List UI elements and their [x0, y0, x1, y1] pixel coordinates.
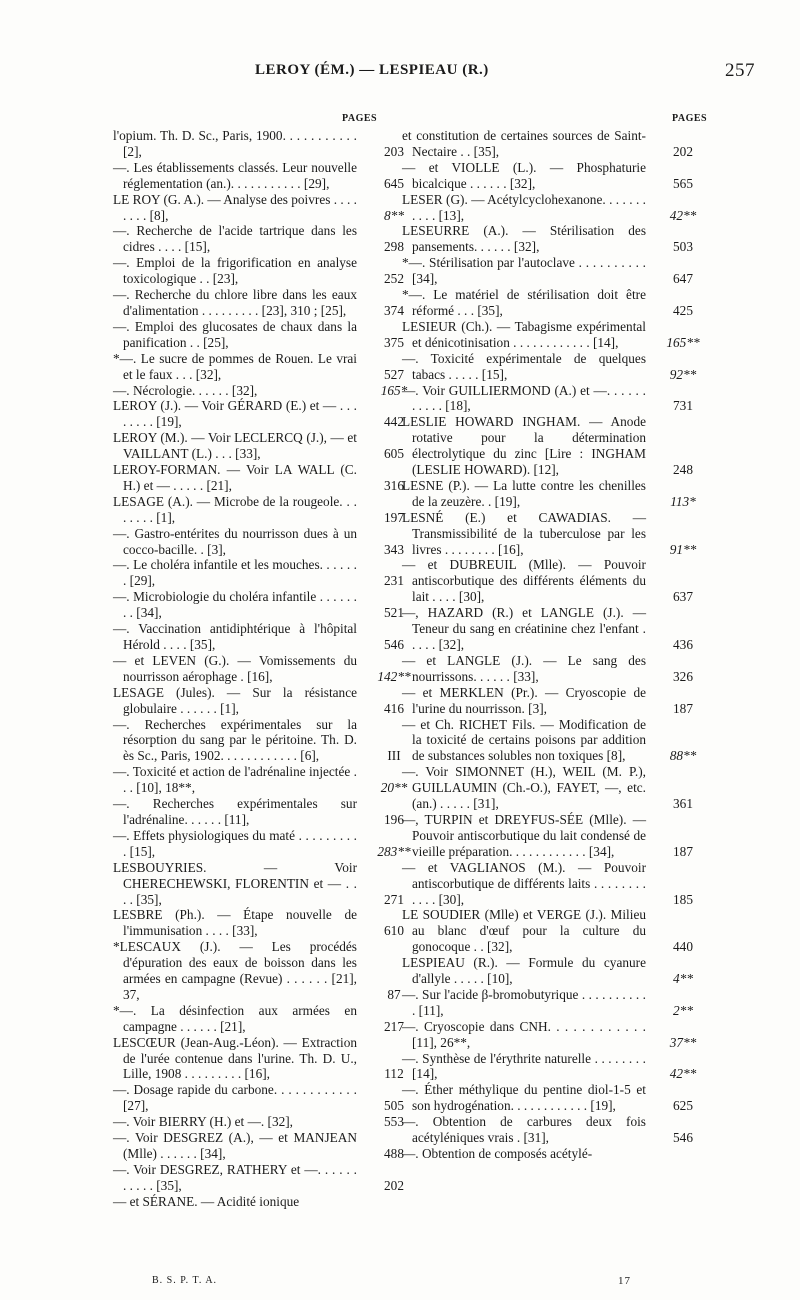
entry-text: —. Emploi des glucosates de chaux dans la panification . . [25], — [113, 318, 357, 350]
header-title: LEROY (ÉM.) — LESPIEAU (R.) — [255, 62, 489, 78]
entry-text: —. Voir DESGREZ, RATHERY et —. . . . . . . . . . . [35], — [113, 1161, 357, 1193]
entry-page: III — [387, 748, 401, 764]
index-entry — [402, 414, 720, 478]
entry-page: 645 — [384, 175, 404, 191]
entry-page: 503 — [673, 239, 693, 255]
left-column — [113, 128, 431, 1210]
entry-text: LE ROY (G. A.). — Analyse des poivres . . . . . . . . [8], — [113, 191, 357, 223]
entry-text: —, HAZARD (R.) et LANGLE (J.). — Teneur du sang en créatinine chez l'enfant . . . . . [32], — [402, 605, 646, 652]
entry-text: — et LEVEN (G.). — Vomissements du nourrisson aérophage . [16], — [113, 652, 357, 684]
entry-page: 197 — [384, 509, 404, 525]
index-entry — [113, 398, 431, 430]
index-entry — [402, 1051, 720, 1083]
entry-text: —. Effets physiologiques du maté . . . . . . . . . . [15], — [113, 827, 357, 859]
entry-page: 217 — [384, 1018, 404, 1034]
index-entry — [402, 192, 720, 224]
entry-page: 375 — [384, 334, 404, 350]
index-entry — [402, 907, 720, 955]
entry-text: LESCŒUR (Jean-Aug.-Léon). — Extraction de l'urée contenue dans l'urine. Th. D. U., Lille, 1908 . . . . . . . . . [16], — [113, 1034, 357, 1082]
entry-text: LESBRE (Ph.). — Étape nouvelle de l'immunisation . . . . [33], — [113, 907, 357, 939]
entry-text: —. Gastro-entérites du nourrisson dues à un cocco-bacille. . [3], — [113, 525, 357, 557]
entry-page: 442 — [384, 414, 404, 430]
index-entry — [113, 621, 431, 653]
entry-page: 113* — [670, 493, 696, 509]
entry-text: *—. Stérilisation par l'autoclave . . . . . . . . . . [34], — [402, 255, 646, 287]
index-entry — [402, 1146, 720, 1162]
entry-text: —. Toxicité et action de l'adrénaline injectée . . . [10], 18**, — [113, 764, 357, 796]
index-entry — [113, 223, 431, 255]
entry-page: 42** — [669, 1066, 697, 1082]
index-entry — [113, 828, 431, 860]
running-head — [255, 60, 755, 81]
entry-page: 202 — [384, 1177, 404, 1193]
index-entry — [402, 860, 720, 908]
entry-text: —. Recherches expérimentales sur l'adrénaline. . . . . . [11], — [113, 796, 357, 827]
index-entry — [402, 1019, 720, 1051]
entry-text: LESAGE (Jules). — Sur la résistance globulaire . . . . . . [1], — [113, 684, 357, 716]
index-entry — [113, 1003, 431, 1035]
left-pages-label: PAGES — [342, 113, 378, 124]
entry-page: 565 — [673, 175, 693, 191]
index-entry — [402, 987, 720, 1019]
entry-text: — et Ch. RICHET Fils. — Modification de la toxicité de certains poisons par addition de substances solubles non toxiques [8], — [402, 716, 646, 764]
index-entry — [113, 653, 431, 685]
index-entry — [113, 764, 431, 796]
entry-page: 165* — [380, 382, 408, 398]
entry-text: —. Synthèse de l'érythrite naturelle . . . . . . . . [14], — [402, 1050, 646, 1082]
entry-text: — et VAGLIANOS (M.). — Pouvoir antiscorbutique de différents laits . . . . . . . . . . . . [30], — [402, 859, 646, 907]
entry-page: 271 — [384, 891, 404, 907]
entry-page: 20** — [380, 780, 408, 796]
entry-text: — et LANGLE (J.). — Le sang des nourrissons. . . . . . [33], — [402, 652, 646, 684]
entry-page: 374 — [384, 302, 404, 318]
index-entry — [113, 589, 431, 621]
index-entry — [113, 319, 431, 351]
entry-text: LEROY (J.). — Voir GÉRARD (E.) et — . . . . . . . . [19], — [113, 398, 357, 430]
entry-text: —. Voir BIERRY (H.) et —. [32], — [113, 1114, 293, 1130]
entry-page: 248 — [673, 462, 693, 478]
entry-page: 546 — [384, 637, 404, 652]
entry-text: —, TURPIN et DREYFUS-SÉE (Mlle). — Pouvoir antiscorbutique du lait condensé de vieille préparation. . . . . . . . . . . . [34], — [402, 811, 646, 859]
entry-page: 92** — [669, 366, 697, 382]
entry-text: — et DUBREUIL (Mlle). — Pouvoir antiscorbutique des différents éléments du lait . . . . [30], — [402, 557, 646, 605]
index-entry — [113, 685, 431, 717]
entry-text: —. Sur l'acide β-bromobutyrique . . . . . . . . . . . [11], — [402, 986, 646, 1018]
entry-page: 231 — [384, 573, 404, 589]
entry-text: — et SÉRANE. — Acidité ionique — [113, 1193, 300, 1209]
index-entry — [402, 223, 720, 255]
entry-page: 185 — [673, 891, 693, 907]
index-entry — [402, 653, 720, 685]
entry-text: —. Nécrologie. . . . . . [32], — [113, 382, 258, 398]
entry-page: 553 — [384, 1114, 404, 1130]
entry-page: 187 — [673, 700, 693, 716]
entry-page: 610 — [384, 923, 404, 939]
entry-text: — et MERKLEN (Pr.). — Cryoscopie de l'urine du nourrisson. [3], — [402, 684, 646, 716]
index-entry — [113, 1130, 431, 1162]
index-entry — [402, 1082, 720, 1114]
entry-text: —. Voir GUILLIERMOND (A.) et —. . . . . . . . . . . [18], — [402, 382, 646, 414]
index-entry — [402, 717, 720, 765]
entry-page: 88** — [669, 748, 697, 764]
right-column — [402, 128, 720, 1162]
entry-text: LE SOUDIER (Mlle) et VERGE (J.). Milieu au blanc d'œuf pour la culture du gonocoque . . [32], — [402, 907, 646, 955]
index-entry — [113, 860, 431, 908]
entry-page: 196 — [384, 811, 404, 827]
entry-text: —. Éther méthylique du pentine diol-1-5 et son hydrogénation. . . . . . . . . . . . [19], — [402, 1082, 646, 1114]
entry-text: —. Voir SIMONNET (H.), WEIL (M. P.), GUILLAUMIN (Ch.-O.), FAYET, —, etc. (an.) . . . . . [31], — [402, 764, 646, 812]
entry-page: 2** — [673, 1002, 693, 1018]
entry-text: —. Vaccination antidiphtérique à l'hôpital Hérold . . . . [35], — [113, 621, 357, 652]
entry-page: 637 — [673, 589, 693, 605]
entry-page: 283** — [377, 843, 411, 859]
entry-page: 252 — [384, 271, 404, 287]
footer-signature: B. S. P. T. A. — [152, 1275, 218, 1286]
index-entry — [113, 1114, 431, 1130]
index-entry — [113, 557, 431, 589]
entry-text: *—. La désinfection aux armées en campagne . . . . . . [21], — [113, 1002, 357, 1034]
entry-page: 37** — [669, 1034, 697, 1050]
entry-page: 546 — [673, 1130, 693, 1146]
entry-text: —. Microbiologie du choléra infantile . . . . . . . . [34], — [113, 589, 357, 621]
entry-page: 202 — [673, 143, 693, 159]
index-entry — [113, 796, 431, 828]
index-entry — [113, 287, 431, 319]
index-entry — [113, 907, 431, 939]
entry-text: *LESCAUX (J.). — Les procédés d'épuration des eaux de boisson dans les armées en campagne (Revue) . . . . . . [21], 37, — [113, 939, 357, 1002]
entry-page: 440 — [673, 939, 693, 955]
entry-text: l'opium. Th. D. Sc., Paris, 1900. . . . . . . . . . . [2], — [113, 128, 357, 159]
index-entry — [402, 478, 720, 510]
entry-page: 165** — [666, 334, 700, 350]
index-entry — [113, 1194, 431, 1210]
entry-text: LESLIE HOWARD INGHAM. — Anode rotative pour la détermination électrolytique du zinc [Lire : INGHAM (LESLIE HOWARD). [12], — [402, 414, 646, 478]
entry-text: LESPIEAU (R.). — Formule du cyanure d'allyle . . . . . [10], — [402, 955, 646, 987]
entry-page: 625 — [673, 1098, 693, 1114]
index-entry — [113, 430, 431, 462]
index-entry — [402, 605, 720, 653]
entry-text: —. Obtention de composés acétylé- — [402, 1146, 593, 1161]
entry-page: 343 — [384, 541, 404, 557]
index-entry — [402, 510, 720, 558]
entry-text: —. Les établissements classés. Leur nouvelle réglementation (an.). . . . . . . . . . . [29], — [113, 159, 357, 191]
entry-text: —. Cryoscopie dans CNH. . . . . . . . . . . . [11], 26**, — [402, 1018, 646, 1050]
entry-text: *—. Le matériel de stérilisation doit être réformé . . . [35], — [402, 287, 646, 318]
entry-page: 605 — [384, 446, 404, 462]
index-entry — [402, 287, 720, 319]
entry-page: 42** — [669, 207, 697, 223]
index-entry — [113, 192, 431, 224]
entry-page: 647 — [673, 271, 693, 287]
entry-page: 316 — [384, 477, 404, 493]
entry-text: LESER (G). — Acétylcyclohexanone. . . . . . . . . . . [13], — [402, 191, 646, 223]
entry-page: 142** — [377, 668, 411, 684]
index-entry — [402, 160, 720, 192]
entry-text: —. Recherche de l'acide tartrique dans les cidres . . . . [15], — [113, 223, 357, 255]
index-entry — [113, 717, 431, 765]
footer-sheet-number: 17 — [618, 1275, 631, 1287]
entry-page: 298 — [384, 239, 404, 255]
entry-page: 505 — [384, 1098, 404, 1114]
entry-text: LESNÉ (E.) et CAWADIAS. — Transmissibilité de la tuberculose par les livres . . . . . . . . [16], — [402, 509, 646, 557]
entry-page: 361 — [673, 796, 693, 812]
entry-page: 112 — [384, 1066, 404, 1082]
entry-text: et constitution de certaines sources de Saint-Nectaire . . [35], — [402, 128, 646, 159]
entry-text: LEROY (M.). — Voir LECLERCQ (J.), — et VAILLANT (L.) . . . [33], — [113, 430, 357, 462]
entry-text: —. Recherche du chlore libre dans les eaux d'alimentation . . . . . . . . . [23], 310 ; [25], — [113, 287, 357, 318]
index-entry — [402, 383, 720, 415]
entry-text: LESAGE (A.). — Microbe de la rougeole. . . . . . . . [1], — [113, 493, 357, 525]
index-entry — [402, 319, 720, 351]
entry-text: LESIEUR (Ch.). — Tabagisme expérimental et dénicotinisation . . . . . . . . . . . . [14], — [402, 318, 646, 350]
entry-page: 436 — [673, 637, 693, 652]
index-entry — [402, 812, 720, 860]
entry-page: 488 — [384, 1146, 404, 1161]
index-entry — [402, 1114, 720, 1146]
index-entry — [402, 557, 720, 605]
index-entry — [402, 255, 720, 287]
index-entry — [113, 351, 431, 383]
index-entry — [113, 1162, 431, 1194]
index-entry — [402, 955, 720, 987]
index-entry — [402, 351, 720, 383]
entry-page: 4** — [673, 971, 693, 987]
entry-page: 731 — [673, 398, 693, 414]
index-entry — [113, 1082, 431, 1114]
entry-text: LESNE (P.). — La lutte contre les chenilles de la zeuzère. . [19], — [402, 477, 646, 509]
entry-text: LESBOUYRIES. — Voir CHERECHEWSKI, FLORENTIN et — . . . . [35], — [113, 859, 357, 907]
index-entry — [402, 128, 720, 160]
entry-page: 425 — [673, 302, 693, 318]
right-pages-label: PAGES — [672, 113, 708, 124]
index-entry — [113, 1035, 431, 1083]
entry-page: 521 — [384, 605, 404, 621]
page-number: 257 — [725, 60, 755, 81]
entry-text: —. Emploi de la frigorification en analyse toxicologique . . [23], — [113, 255, 357, 287]
entry-text: —. Recherches expérimentales sur la résorption du sang par le péritoine. Th. D. ès Sc., Paris, 1902. . . . . . . . . . . . [6], — [113, 716, 357, 764]
index-entry — [113, 160, 431, 192]
entry-text: —. Obtention de carbures deux fois acétyléniques vrais . [31], — [402, 1114, 646, 1146]
entry-text: *—. Le sucre de pommes de Rouen. Le vrai et le faux . . . [32], — [113, 350, 357, 382]
entry-page: 416 — [384, 700, 404, 716]
index-entry — [113, 462, 431, 494]
entry-text: —. Dosage rapide du carbone. . . . . . . . . . . . [27], — [113, 1082, 357, 1114]
entry-text: — et VIOLLE (L.). — Phosphaturie bicalcique . . . . . . [32], — [402, 159, 646, 191]
entry-page: 326 — [673, 668, 693, 684]
index-entry — [113, 939, 431, 1003]
entry-text: —. Voir DESGREZ (A.), — et MANJEAN (Mlle) . . . . . . [34], — [113, 1130, 357, 1161]
entry-page: 527 — [384, 366, 404, 382]
index-entry — [113, 526, 431, 558]
index-entry — [113, 255, 431, 287]
index-entry — [402, 685, 720, 717]
entry-text: LEROY-FORMAN. — Voir LA WALL (C. H.) et — . . . . . [21], — [113, 462, 357, 493]
entry-page: 8** — [384, 207, 404, 223]
index-entry — [402, 764, 720, 812]
index-entry — [113, 128, 431, 160]
entry-page: 187 — [673, 843, 693, 859]
entry-text: LESEURRE (A.). — Stérilisation des pansements. . . . . . [32], — [402, 223, 646, 255]
entry-page: 91** — [669, 541, 697, 557]
entry-page: 203 — [384, 143, 404, 159]
entry-page: 87 — [387, 986, 401, 1002]
entry-text: —. Le choléra infantile et les mouches. . . . . . . [29], — [113, 557, 357, 589]
index-entry — [113, 494, 431, 526]
index-entry — [113, 383, 431, 399]
entry-text: —. Toxicité expérimentale de quelques tabacs . . . . . [15], — [402, 350, 646, 382]
